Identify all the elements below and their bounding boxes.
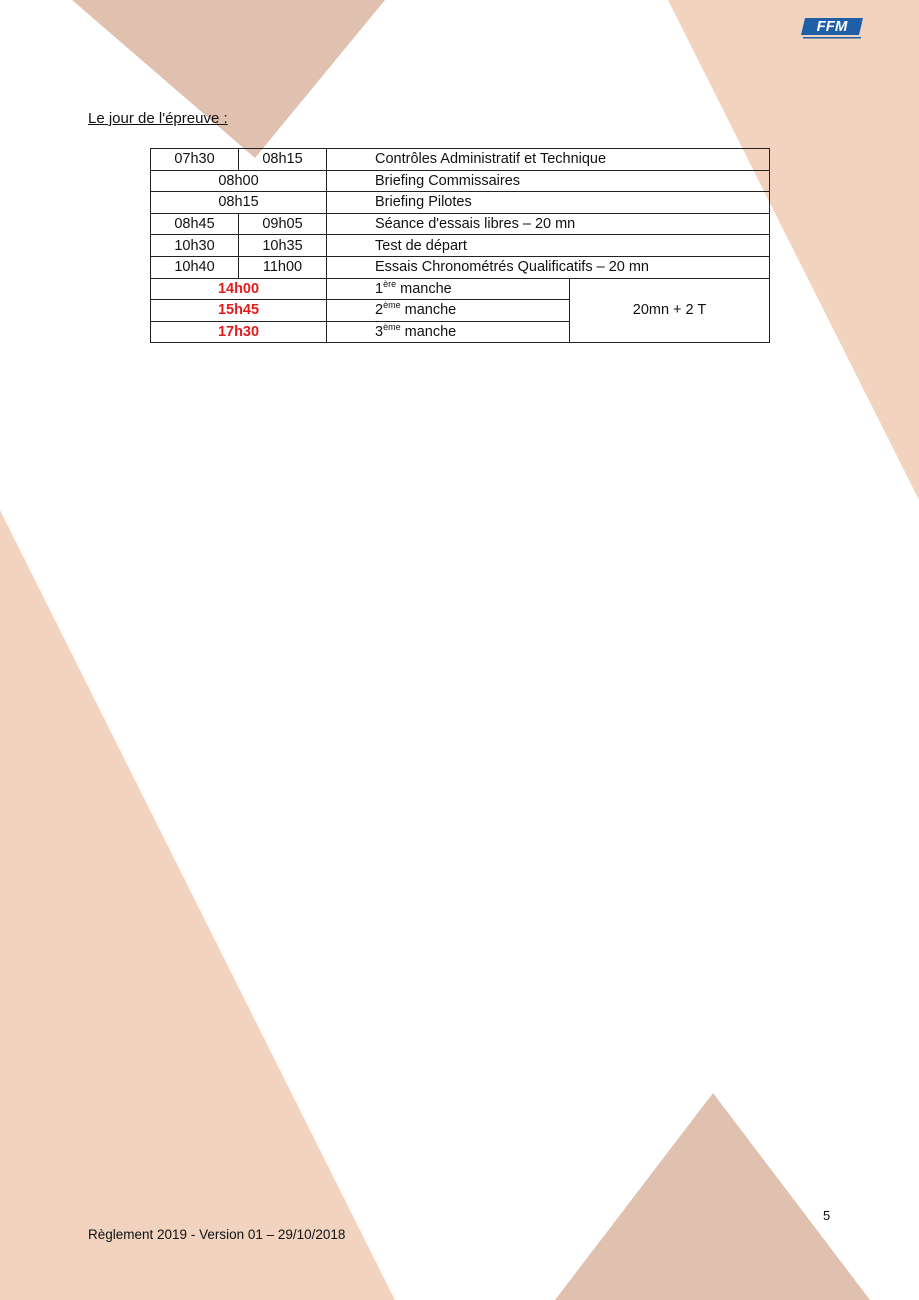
start-time: 08h45 (151, 213, 239, 235)
event-name: Briefing Commissaires (327, 170, 770, 192)
race-time: 17h30 (151, 321, 327, 343)
race-duration: 20mn + 2 T (570, 278, 770, 343)
race-label: 1ère manche (327, 278, 570, 300)
table-row (151, 256, 770, 278)
page-number: 5 (823, 1208, 831, 1223)
footer-text: Règlement 2019 - Version 01 – 29/10/2018 (88, 1227, 346, 1242)
ffm-logo (799, 16, 865, 40)
table-row (151, 235, 770, 257)
table-row (151, 278, 770, 300)
time: 08h15 (151, 192, 327, 214)
section-heading-colon: : (219, 110, 228, 127)
schedule-table (150, 148, 770, 343)
time: 08h00 (151, 170, 327, 192)
table-row (151, 170, 770, 192)
race-time: 15h45 (151, 300, 327, 322)
end-time: 08h15 (239, 149, 327, 171)
left-triangle (0, 510, 395, 1300)
table-row (151, 213, 770, 235)
event-name: Test de départ (327, 235, 770, 257)
event-name: Contrôles Administratif et Technique (327, 149, 770, 171)
section-heading-text: Le jour de l'épreuve (88, 110, 220, 127)
start-time: 10h30 (151, 235, 239, 257)
end-time: 10h35 (239, 235, 327, 257)
end-time: 09h05 (239, 213, 327, 235)
top-left-triangle (72, 0, 385, 158)
race-label: 3ème manche (327, 321, 570, 343)
bottom-right-triangle (555, 1093, 870, 1300)
start-time: 10h40 (151, 256, 239, 278)
table-row (151, 192, 770, 214)
end-time: 11h00 (239, 256, 327, 278)
section-heading (88, 110, 228, 127)
table-row (151, 149, 770, 171)
event-name: Séance d'essais libres – 20 mn (327, 213, 770, 235)
event-name: Essais Chronométrés Qualificatifs – 20 mn (327, 256, 770, 278)
logo-text: FFM (816, 18, 848, 35)
event-name: Briefing Pilotes (327, 192, 770, 214)
start-time: 07h30 (151, 149, 239, 171)
race-time: 14h00 (151, 278, 327, 300)
race-label: 2ème manche (327, 300, 570, 322)
